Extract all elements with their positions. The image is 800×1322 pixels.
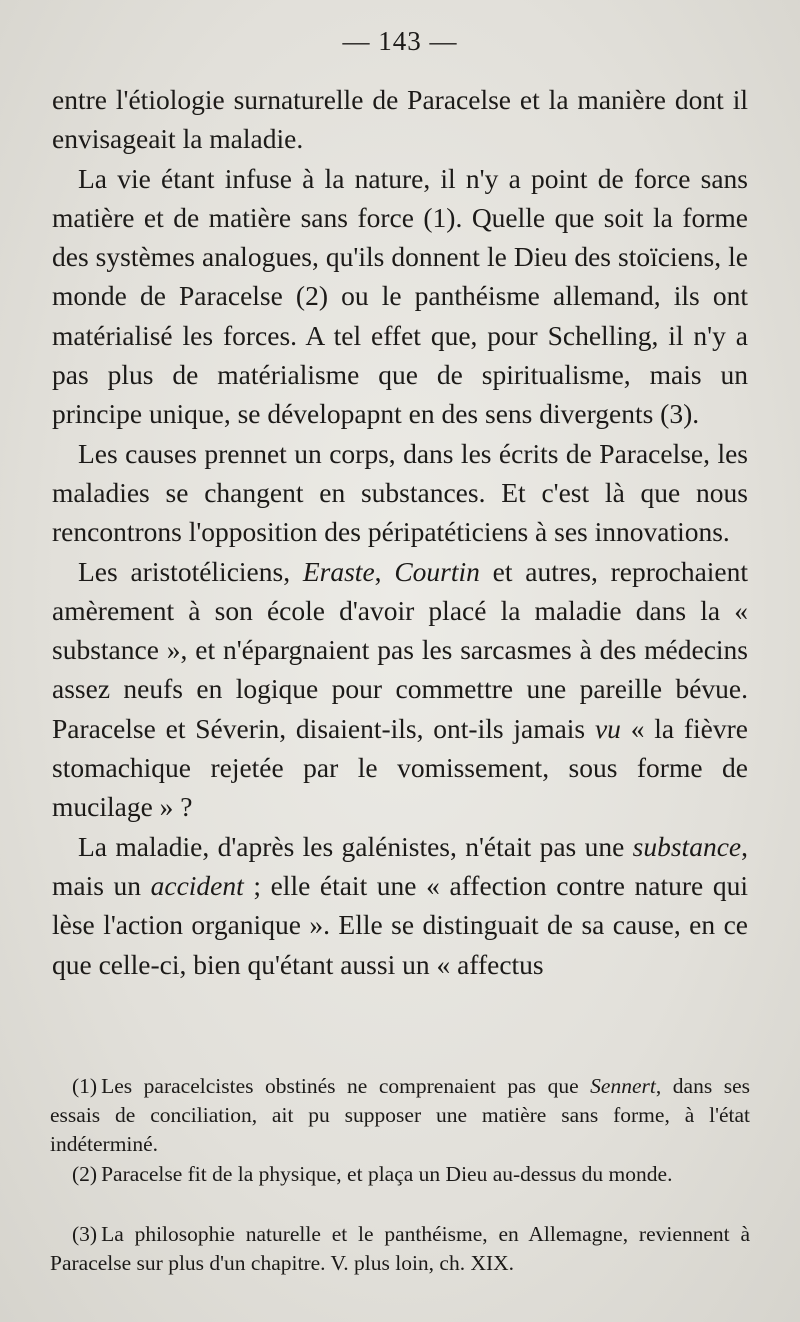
paragraph-vie-nature: La vie étant infuse à la nature, il n'y a point de force sans matière et de matière sans force (1). Quelle que soit la forme des systèmes analogues, qu'ils donnent le Dieu des stoïciens, le monde de Paracelse (2) ou le panthéisme allemand, ils ont matérialisé les forces. A tel effet que, pour Schelling, il n'y a pas plus de matérialisme que de spiritualisme, mais un principe unique, se dévelopapnt en des sens divergents (3). xyxy=(52,162,748,430)
emphasis-accident: accident xyxy=(150,869,244,901)
paragraph-galenistes xyxy=(52,827,748,984)
text-span: La maladie, d'après les galénistes, n'était pas une xyxy=(78,830,633,862)
body-text xyxy=(52,80,748,984)
text-span: ; elle était une « affection contre nature qui lèse l'action organique ». Elle se distinguait de sa cause, en ce que celle-ci, bien qu'étant aussi un « affectus xyxy=(52,869,748,980)
name-eraste: Eraste xyxy=(302,555,375,587)
name-courtin: Courtin xyxy=(394,555,480,587)
text-span: « la fièvre stomachique rejetée par le vomissement, sous forme de mucilage » ? xyxy=(52,712,749,823)
footnote-3 xyxy=(50,1220,750,1278)
paragraph-aristoteliciens xyxy=(52,552,748,827)
footnote-number: (3) xyxy=(72,1222,98,1246)
page-number: — 143 — xyxy=(342,26,458,56)
name-sennert: Sennert xyxy=(590,1074,656,1098)
emphasis-vu: vu xyxy=(594,712,621,744)
emphasis-substance: substance xyxy=(632,830,742,862)
text-span: Les paracelcistes obstinés ne comprenaient pas que xyxy=(101,1074,591,1098)
text-span: et autres, reprochaient amèrement à son école d'avoir placé la maladie dans la « substance », et n'épargnaient pas les sarcasmes à des médecins assez neufs en logique pour commettre une pareille bévue. Paracelse et Séverin, disaient-ils, ont-ils jamais xyxy=(52,555,749,744)
text-span: Les aristotéliciens, xyxy=(78,555,303,587)
footnote-number: (2) xyxy=(72,1162,98,1186)
text-span: , mais un xyxy=(52,830,748,901)
footnote-2 xyxy=(50,1160,750,1189)
footnote-number: (1) xyxy=(72,1074,98,1098)
text-span: , xyxy=(374,555,395,587)
footnote-1 xyxy=(50,1072,750,1159)
text-span: Paracelse fit de la physique, et plaça un Dieu au-dessus du monde. xyxy=(101,1162,673,1186)
text-span: La philosophie naturelle et le panthéisme, en Allemagne, reviennent à Paracelse sur plus d'un chapitre. V. plus loin, ch. XIX. xyxy=(50,1222,750,1275)
paragraph-causes: Les causes prennet un corps, dans les écrits de Paracelse, les maladies se changent en substances. Et c'est là que nous rencontrons l'opposition des péripatéticiens à ses innovations. xyxy=(52,437,748,548)
paragraph-continuation: entre l'étiologie surnaturelle de Paracelse et la manière dont il envisageait la maladie. xyxy=(52,84,748,155)
text-span: , dans ses essais de conciliation, ait pu supposer une matière sans forme, à l'état indéterminé. xyxy=(50,1074,750,1156)
